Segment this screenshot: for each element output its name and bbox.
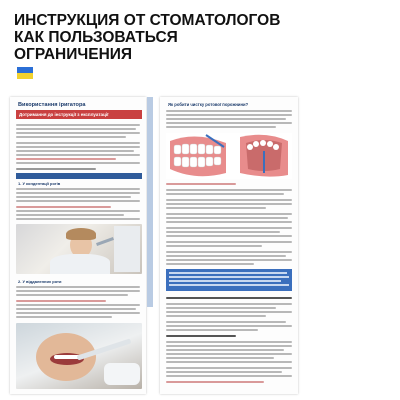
text-line (166, 213, 292, 215)
step-1-heading: 1. У кондентації рогів (18, 181, 61, 186)
text-line (166, 329, 258, 331)
text-line (166, 311, 292, 313)
text-line (166, 297, 292, 299)
text-line (166, 114, 292, 116)
text-line (16, 200, 140, 202)
irrigator-photo-2 (16, 323, 142, 389)
left-page-heading: Використання іригатора (18, 102, 86, 108)
instruction-page-left (10, 97, 146, 394)
text-line (16, 162, 140, 164)
text-line (166, 245, 262, 247)
teeth-illustration (166, 133, 292, 179)
text-line (166, 207, 266, 209)
text-line (16, 188, 140, 190)
text-line (166, 325, 292, 327)
text-line-highlighted (16, 206, 111, 208)
text-line (166, 241, 292, 243)
text-line (16, 128, 136, 130)
text-line (166, 231, 280, 233)
text-line (16, 286, 140, 288)
text-line (166, 303, 292, 305)
text-line (166, 227, 292, 229)
text-line (166, 122, 292, 124)
text-line (166, 321, 286, 323)
text-line (166, 335, 236, 337)
text-line (16, 168, 96, 170)
text-line (16, 124, 140, 126)
text-line (166, 235, 292, 237)
title-line-2: КАК ПОЛЬЗОВАТЬСЯ (14, 29, 178, 46)
title-line-1: ИНСТРУКЦИЯ ОТ СТОМАТОЛОГОВ (14, 12, 281, 29)
text-line (16, 196, 131, 198)
text-line (166, 110, 292, 112)
ukraine-flag-icon (17, 67, 33, 79)
text-line (16, 290, 140, 292)
left-page-banner (16, 110, 142, 119)
text-line (166, 193, 284, 195)
text-line (16, 294, 128, 296)
title-line-3: ОГРАНИЧЕНИЯ (14, 46, 133, 63)
text-line-highlighted (166, 183, 236, 185)
text-line (166, 203, 292, 205)
text-line (166, 357, 274, 359)
section-band (16, 173, 142, 179)
text-line (16, 308, 136, 310)
text-line (16, 304, 140, 306)
text-line (166, 361, 292, 363)
text-line (166, 251, 292, 253)
left-page-banner-text: Дотримання до інструкції з експлуатації (19, 111, 109, 117)
text-line (166, 367, 292, 369)
irrigator-photo-1 (16, 224, 142, 274)
text-line (166, 263, 254, 265)
page-edge-tab (147, 97, 153, 307)
text-line (16, 142, 140, 144)
step-2-heading: 2. У віддаленних роти (18, 279, 62, 284)
text-line (16, 132, 140, 134)
right-page-heading: Як робити чистку ротової порожнини? (168, 102, 249, 107)
text-line (16, 214, 124, 216)
text-line (166, 199, 292, 201)
text-line-highlighted (16, 158, 116, 160)
page-title (14, 12, 314, 63)
text-line (166, 345, 292, 347)
text-line (166, 189, 292, 191)
text-line (16, 146, 140, 148)
text-line (166, 217, 288, 219)
text-line (16, 192, 140, 194)
text-line (16, 150, 134, 152)
text-line (166, 315, 266, 317)
text-line (16, 218, 140, 220)
text-line-highlighted (166, 381, 264, 383)
highlight-block (166, 269, 292, 291)
text-line (166, 375, 292, 377)
text-line (166, 259, 292, 261)
text-line (16, 136, 126, 138)
text-line (166, 371, 282, 373)
text-line (166, 349, 284, 351)
text-line (166, 255, 286, 257)
text-line (166, 341, 292, 343)
text-line (16, 154, 140, 156)
text-line (166, 353, 292, 355)
text-line (16, 312, 140, 314)
text-line (166, 221, 292, 223)
text-line-highlighted (16, 300, 106, 302)
text-line (166, 307, 276, 309)
text-line (16, 210, 140, 212)
text-line (16, 316, 112, 318)
text-line (166, 126, 276, 128)
instruction-page-right (160, 97, 298, 394)
text-line (166, 118, 286, 120)
